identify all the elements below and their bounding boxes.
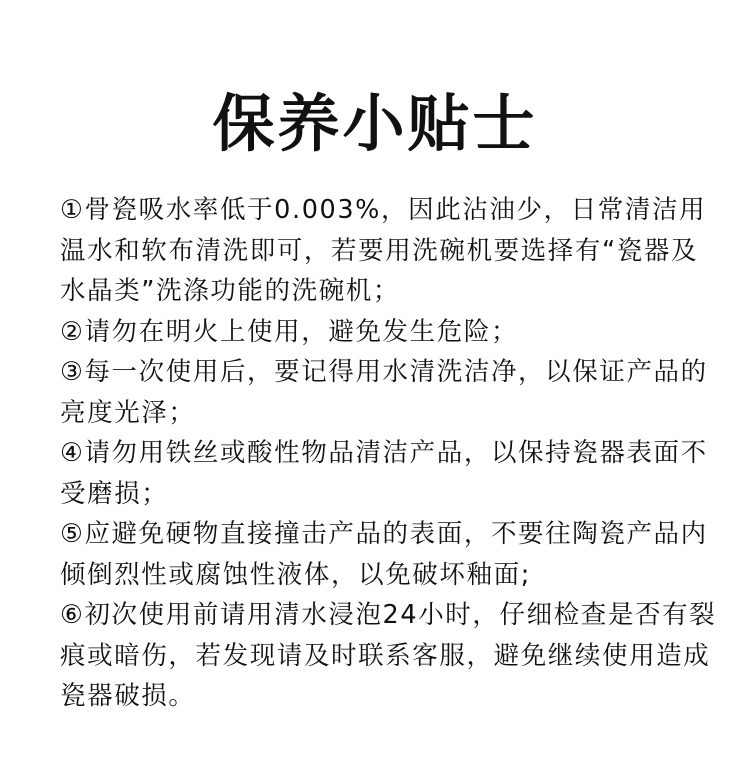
tip-2-line-1: ②请勿在明火上使用，避免发生危险； <box>60 316 519 347</box>
tip-5-line-1: ⑤应避免硬物直接撞击产品的表面，不要往陶瓷产品内 <box>60 519 708 549</box>
tip-1 <box>60 190 720 312</box>
tip-6 <box>60 595 720 717</box>
tip-4 <box>60 433 720 514</box>
tip-1-line-3: 水晶类”洗涤功能的洗碗机； <box>60 276 401 306</box>
tip-5-line-2: 倾倒烈性或腐蚀性液体，以免破坏釉面; <box>60 559 531 590</box>
tip-4-line-2: 受磨损； <box>60 478 169 509</box>
page-title: 保养小贴士 <box>212 87 538 160</box>
tip-2 <box>60 312 720 353</box>
tip-4-line-1: ④请勿用铁丝或酸性物品清洁产品，以保持瓷器表面不 <box>60 438 708 468</box>
tip-3 <box>60 352 720 433</box>
tip-3-line-2: 亮度光泽； <box>60 397 196 428</box>
tip-6-line-2: 痕或暗伤，若发现请及时联系客服，避免继续使用造成 <box>60 640 711 671</box>
care-tips-list <box>60 190 720 717</box>
tip-5 <box>60 514 720 595</box>
tip-1-line-1: ①骨瓷吸水率低于0.003%，因此沾油少，日常清洁用 <box>60 195 707 225</box>
tip-1-line-2: 温水和软布清洗即可，若要用洗碗机要选择有“瓷器及 <box>60 235 699 266</box>
tip-6-line-3: 瓷器破损。 <box>60 681 196 711</box>
tip-3-line-1: ③每一次使用后，要记得用水清洗洁净，以保证产品的 <box>60 357 708 387</box>
tip-6-line-1: ⑥初次使用前请用清水浸泡24小时，仔细检查是否有裂 <box>60 600 717 630</box>
